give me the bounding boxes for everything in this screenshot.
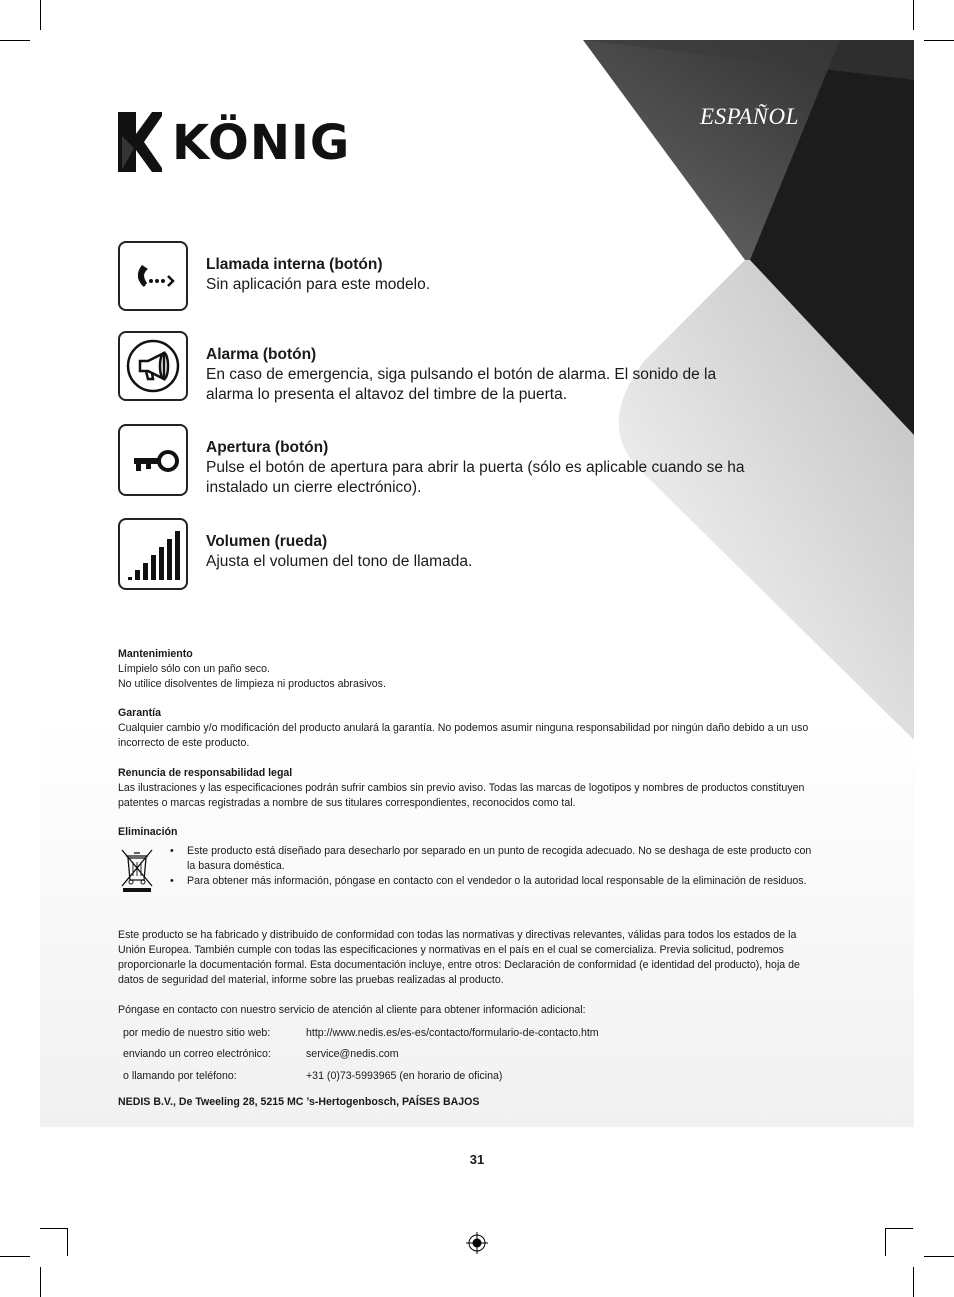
crop-mark bbox=[885, 1228, 886, 1256]
contact-intro-text: Póngase en contacto con nuestro servicio de atención al cliente para obtener información adicional: bbox=[118, 1004, 586, 1016]
language-label: ESPAÑOL bbox=[700, 104, 799, 129]
disposal-section bbox=[118, 825, 818, 889]
warranty-section bbox=[118, 706, 818, 751]
feature-text bbox=[206, 532, 766, 572]
crop-mark bbox=[885, 1228, 913, 1229]
registration-mark-icon bbox=[466, 1232, 488, 1254]
section-text: Límpielo sólo con un paño seco. bbox=[118, 663, 270, 675]
page-number: 31 bbox=[469, 1152, 485, 1167]
section-heading: Renuncia de responsabilidad legal bbox=[118, 767, 293, 779]
feature-description: En caso de emergencia, siga pulsando el botón de alarma. El sonido de la alarma lo presenta el altavoz del timbre de la puerta. bbox=[206, 366, 717, 403]
feature-icon-box bbox=[118, 241, 188, 311]
section-text: Cualquier cambio y/o modificación del producto anulará la garantía. No podemos asumir ninguna responsabilidad por ningún daño debido a un uso incorrecto de este producto. bbox=[118, 722, 809, 749]
company-address: NEDIS B.V., De Tweeling 28, 5215 MC ’s-Hertogenbosch, PAÍSES BAJOS bbox=[118, 1096, 480, 1108]
key-icon bbox=[120, 426, 186, 494]
feature-text bbox=[206, 438, 766, 498]
feature-item bbox=[118, 241, 798, 311]
section-heading: Eliminación bbox=[118, 826, 178, 838]
crop-mark bbox=[40, 0, 41, 30]
volume-bars-icon bbox=[120, 520, 186, 588]
crossed-out-bin-icon bbox=[118, 846, 156, 894]
crop-mark bbox=[40, 1267, 41, 1297]
konig-logo bbox=[118, 112, 351, 172]
bullet-dot: • bbox=[170, 845, 174, 857]
feature-description: Pulse el botón de apertura para abrir la puerta (sólo es aplicable cuando se ha instalado un cierre electrónico). bbox=[206, 459, 745, 496]
section-text: Las ilustraciones y las especificaciones podrán sufrir cambios sin previo aviso. Todas las marcas de logotipos y nombres de productos constituyen patentes o marcas registradas a nombre de sus titulares correspondientes, reconocidos como tal. bbox=[118, 782, 805, 809]
feature-text bbox=[206, 255, 766, 295]
contact-label: enviando un correo electrónico: bbox=[123, 1048, 271, 1060]
feature-title: Llamada interna (botón) bbox=[206, 256, 383, 273]
konig-k-emblem-icon bbox=[118, 112, 168, 172]
contact-phone: +31 (0)73-5993965 (en horario de oficina) bbox=[306, 1070, 503, 1082]
feature-title: Apertura (botón) bbox=[206, 439, 329, 456]
feature-description: Sin aplicación para este modelo. bbox=[206, 276, 431, 293]
crop-mark bbox=[924, 40, 954, 41]
feature-text bbox=[206, 345, 766, 405]
feature-title: Alarma (botón) bbox=[206, 346, 317, 363]
section-heading: Mantenimiento bbox=[118, 648, 193, 660]
feature-description: Ajusta el volumen del tono de llamada. bbox=[206, 553, 473, 570]
section-heading: Garantía bbox=[118, 707, 161, 719]
list-item bbox=[118, 874, 818, 889]
maintenance-section bbox=[118, 647, 818, 692]
feature-item bbox=[118, 424, 798, 496]
feature-item bbox=[118, 518, 798, 590]
crop-mark bbox=[0, 40, 30, 41]
crop-mark bbox=[924, 1256, 954, 1257]
feature-icon-box bbox=[118, 424, 188, 496]
feature-item bbox=[118, 331, 798, 401]
crop-mark bbox=[40, 1228, 68, 1229]
contact-row bbox=[123, 1069, 503, 1084]
contact-label: o llamando por teléfono: bbox=[123, 1070, 237, 1082]
crop-mark bbox=[913, 1267, 914, 1297]
bullet-dot: • bbox=[170, 875, 174, 887]
contact-row bbox=[123, 1047, 399, 1062]
feature-icon-box bbox=[118, 331, 188, 401]
conformity-text: Este producto se ha fabricado y distribuido de conformidad con todas las normativas y directivas relevantes, válidas para todos los estados de la Unión Europea. También cumple con todas las especificaciones y normativas en el país en el cual se comercializa. Previa solicitud, podremos proporcionarle la documentación formal. Esta documentación incluye, entre otros: Declaración de conformidad (e identidad del producto), hoja de datos de seguridad del material, informe sobre las pruebas realizadas al producto. bbox=[118, 929, 800, 986]
contact-label: por medio de nuestro sitio web: bbox=[123, 1027, 271, 1039]
phone-intercom-icon bbox=[120, 243, 186, 309]
crop-mark bbox=[67, 1228, 68, 1256]
crop-mark bbox=[0, 1256, 30, 1257]
list-item-text: Para obtener más información, póngase en contacto con el vendedor o la autoridad local responsable de la eliminación de residuos. bbox=[187, 875, 807, 887]
contact-email-link[interactable]: service@nedis.com bbox=[306, 1048, 399, 1060]
conformity-section bbox=[118, 928, 818, 988]
crop-mark bbox=[913, 0, 914, 30]
feature-title: Volumen (rueda) bbox=[206, 533, 328, 550]
brand-wordmark: KÖNIG bbox=[172, 115, 351, 171]
contact-row bbox=[123, 1026, 599, 1041]
contact-website-link[interactable]: http://www.nedis.es/es-es/contacto/formulario-de-contacto.htm bbox=[306, 1027, 599, 1039]
alarm-horn-icon bbox=[120, 333, 186, 399]
contact-intro bbox=[118, 1003, 818, 1018]
list-item-text: Este producto está diseñado para desecharlo por separado en un punto de recogida adecuado. No se deshaga de este producto con la basura doméstica. bbox=[187, 845, 812, 872]
section-text: No utilice disolventes de limpieza ni productos abrasivos. bbox=[118, 678, 386, 690]
disclaimer-section bbox=[118, 766, 818, 811]
feature-icon-box bbox=[118, 518, 188, 590]
list-item bbox=[118, 844, 818, 874]
